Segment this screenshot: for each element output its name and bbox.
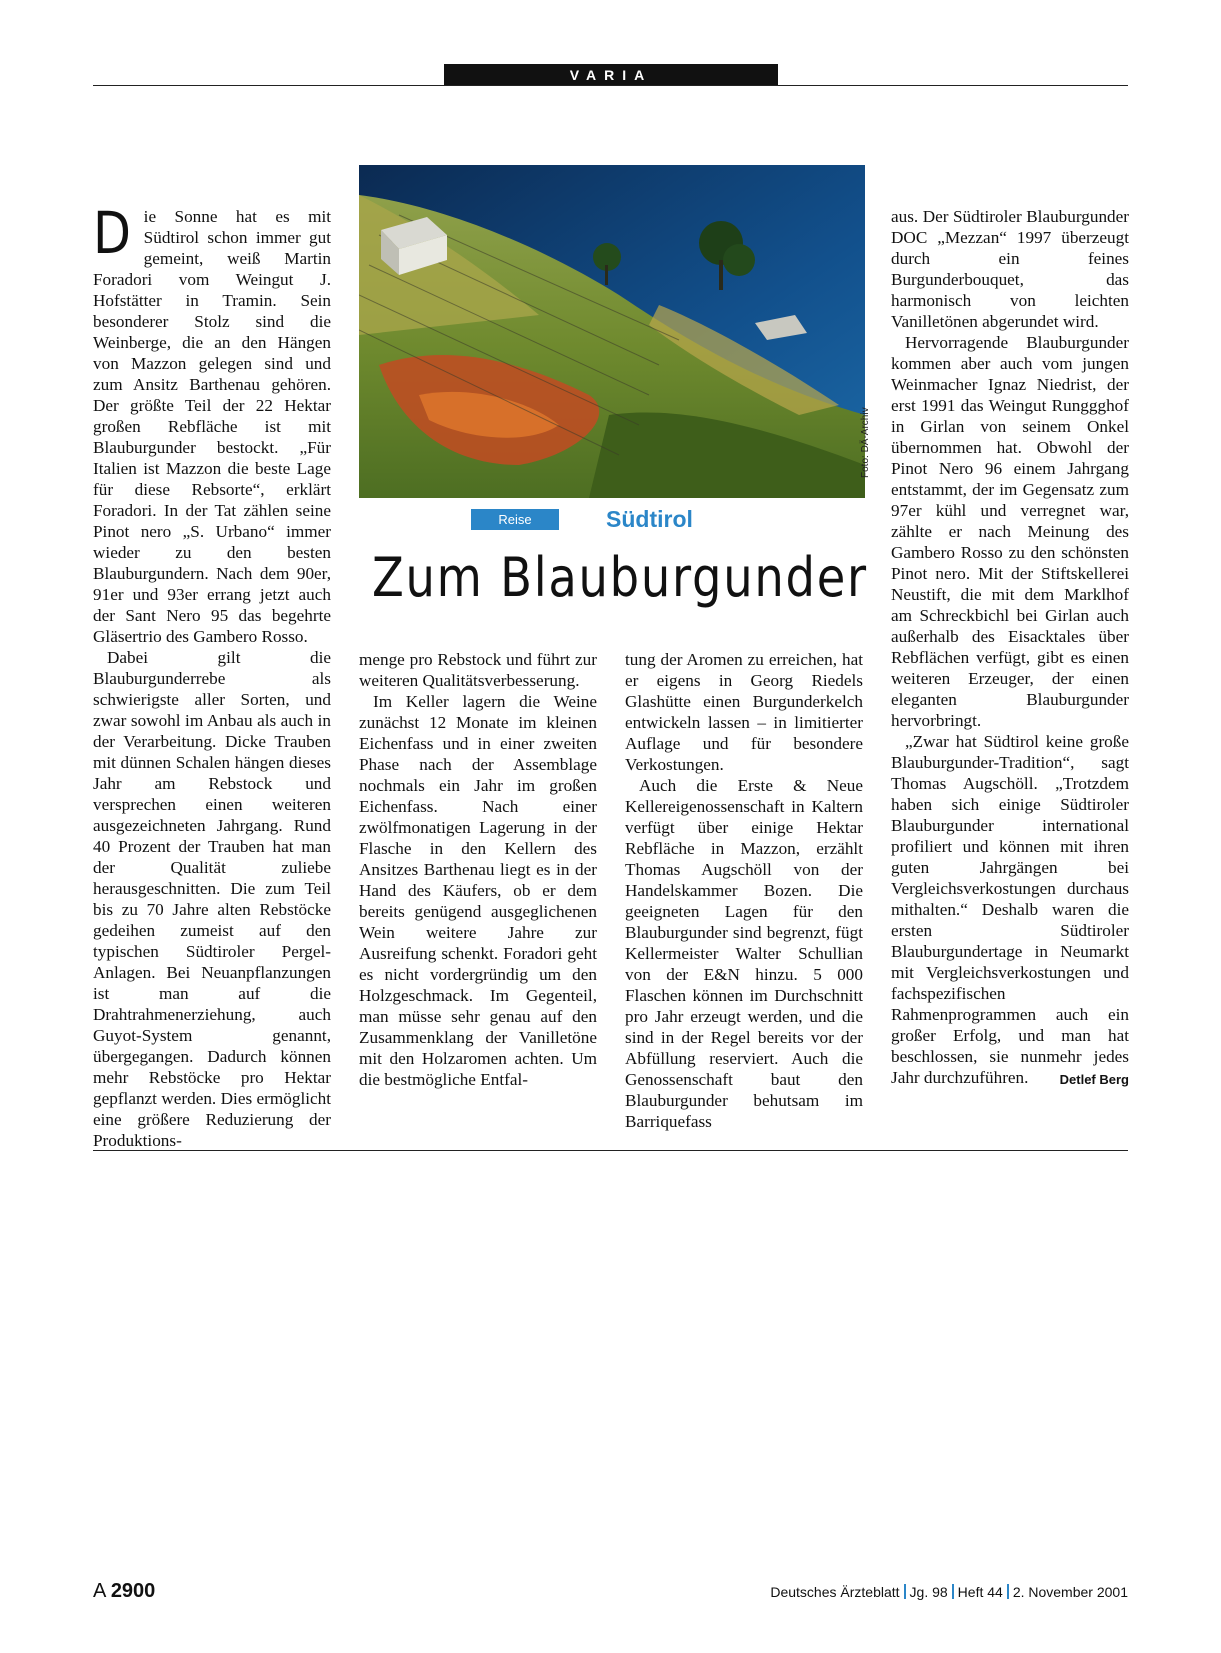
separator bbox=[904, 1584, 906, 1599]
page-number bbox=[93, 1580, 155, 1603]
section-label: VARIA bbox=[444, 64, 778, 86]
article-kicker: Südtirol bbox=[606, 506, 693, 532]
page-number-value: 2900 bbox=[110, 1580, 156, 1602]
paragraph-text: ie Sonne hat es mit Südtirol schon immer gut gemeint, weiß Martin Foradori vom Weingut J. Hofstätter in Tramin. Sein besonderer Stolz sind die Weinberge, die an den Hängen von Mazzon gelegen sind und zum Ansitz Barthenau gehören. Der größte Teil der 22 Hektar großen Rebfläche ist mit Blauburgunder bestockt. „Für Italien ist Mazzon die beste Lage für diese Rebsorte“, erklärt Foradori. In der Tat zählen seine Pinot nero „S. Urbano“ immer wieder zu den besten Blauburgundern. Nach dem 90er, 91er und 93er errang jetzt auch der Sant Nero 95 das begehrte Gläsertrio des Gambero Rosso. bbox=[93, 207, 331, 646]
volume: Jg. 98 bbox=[909, 1584, 948, 1600]
text-column-3 bbox=[625, 649, 863, 1136]
paragraph: Im Keller lagern die Weine zunächst 12 Monate im kleinen Eichenfass und in einer zweiten Phase nach der Assemblage nochmals ein Jahr im großen Eichenfass. Nach einer zwölfmonatigen Lagerung in der Flasche in den Kellern des Ansitzes Barthenau liegt es in der Hand des Käufers, ob er dem bereits genügend ausgeglichenen Wein weitere Jahre zur Ausreifung schenkt. Foradori geht es nicht vordergründig um den Holzgeschmack. Im Gegenteil, man müsse sehr genau auf den Zusammenklang der Vanilletöne mit den Holzaromen achten. Um die bestmögliche Entfal- bbox=[359, 692, 597, 1089]
issue: Heft 44 bbox=[957, 1584, 1003, 1600]
header-rule bbox=[93, 85, 1128, 86]
page-prefix: A bbox=[93, 1580, 106, 1602]
paragraph: Hervorragende Blauburgunder kommen aber auch vom jungen Weinmacher Ignaz Niedrist, der erst 1991 das Weingut Runggghof in Girlan von seinem Onkel übernommen hat. Obwohl der Pinot Nero 96 einem Jahrgang entstammt, der im Gegensatz zum 97er kühl und verregnet war, zählte er nach Meinung des Gambero Rosso zu den schönsten Pinot nero. Mit der Stiftskellerei Neustift, die mit dem Marklhof am Schreckbichl bei Girlan auch außerhalb des Eisacktales über Rebflächen verfügt, gibt es einen weiteren Erzeuger, der einen eleganten Blauburgunder hervorbringt. bbox=[891, 333, 1129, 730]
issue-date: 2. November 2001 bbox=[1012, 1584, 1128, 1600]
vineyard-photo bbox=[359, 165, 865, 498]
paragraph: tung der Aromen zu erreichen, hat er eigens in Georg Riedels Glashütte einen Burgunderkelch entwickeln lassen – in limitierter Auflage und für besondere Verkostungen. bbox=[625, 650, 863, 774]
footer-info bbox=[770, 1584, 1128, 1600]
drop-cap: D bbox=[93, 199, 131, 267]
paragraph: aus. Der Südtiroler Blauburgunder DOC „Mezzan“ 1997 überzeugt durch ein feines Burgunderbouquet, das harmonisch von leichten Vanilletönen abgerundet wird. bbox=[891, 207, 1129, 331]
author-byline: Detlef Berg bbox=[1059, 1072, 1129, 1087]
paragraph: Auch die Erste & Neue Kellereigenossenschaft in Kaltern verfügt über einige Hektar Rebfläche in Mazzon, erzählt Thomas Augschöll von der Handelskammer Bozen. Die geeigneten Lagen für den Blauburgunder sind begrenzt, fügt Kellermeister Walter Schullian von der E&N hinzu. 5 000 Flaschen können im Durchschnitt pro Jahr erzeugt werden, und die sind in der Regel bereits vor der Abfüllung reserviert. Auch die Genossenschaft baut den Blauburgunder behutsam im Barriquefass bbox=[625, 776, 863, 1131]
paragraph bbox=[891, 731, 1129, 1088]
paragraph-text: „Zwar hat Südtirol keine große Blauburgunder-Tradition“, sagt Thomas Augschöll. „Trotzdem haben sich einige Südtiroler Blauburgunder international profiliert und können mit ihren guten Jahrgängen bei Vergleichsverkostungen durchaus mithalten.“ Deshalb waren die ersten Südtiroler Blauburgundertage in Neumarkt mit Vergleichsverkostungen und fachspezifischen Rahmenprogrammen auch ein großer Erfolg, und man hat beschlossen, sie nunmehr jedes Jahr durchzuführen. bbox=[891, 732, 1129, 1087]
paragraph: Dabei gilt die Blauburgunderrebe als schwierigste aller Sorten, und zwar sowohl im Anbau als auch in der Verarbeitung. Dicke Trauben mit dünnen Schalen hängen dieses Jahr am Rebstock und versprechen einen weiteren ausgezeichneten Jahrgang. Rund 40 Prozent der Trauben hat man der Qualität zuliebe herausgeschnitten. Die zum Teil bis zu 70 Jahre alten Rebstöcke gedeihen zumeist auf den typischen Südtiroler Pergel-Anlagen. Bei Neuanpflanzungen ist man auf die Drahtrahmenerziehung, auch Guyot-System genannt, übergegangen. Dadurch können mehr Rebstöcke pro Hektar gepflanzt werden. Dies ermöglicht eine größere Reduzierung der Produktions- bbox=[93, 648, 331, 1150]
article-headline: Zum Blauburgunder bbox=[372, 546, 868, 609]
text-column-1 bbox=[93, 199, 331, 1150]
photo-credit: Foto: DÄ-Archiv bbox=[860, 407, 871, 478]
separator bbox=[952, 1584, 954, 1599]
article-bottom-rule bbox=[93, 1150, 1128, 1151]
separator bbox=[1007, 1584, 1009, 1599]
paragraph bbox=[93, 199, 331, 647]
category-tag: Reise bbox=[471, 509, 559, 530]
text-column-4 bbox=[891, 206, 1129, 1136]
journal-name: Deutsches Ärzteblatt bbox=[770, 1584, 900, 1600]
text-column-2 bbox=[359, 649, 597, 1136]
paragraph: menge pro Rebstock und führt zur weiteren Qualitätsverbesserung. bbox=[359, 650, 597, 690]
